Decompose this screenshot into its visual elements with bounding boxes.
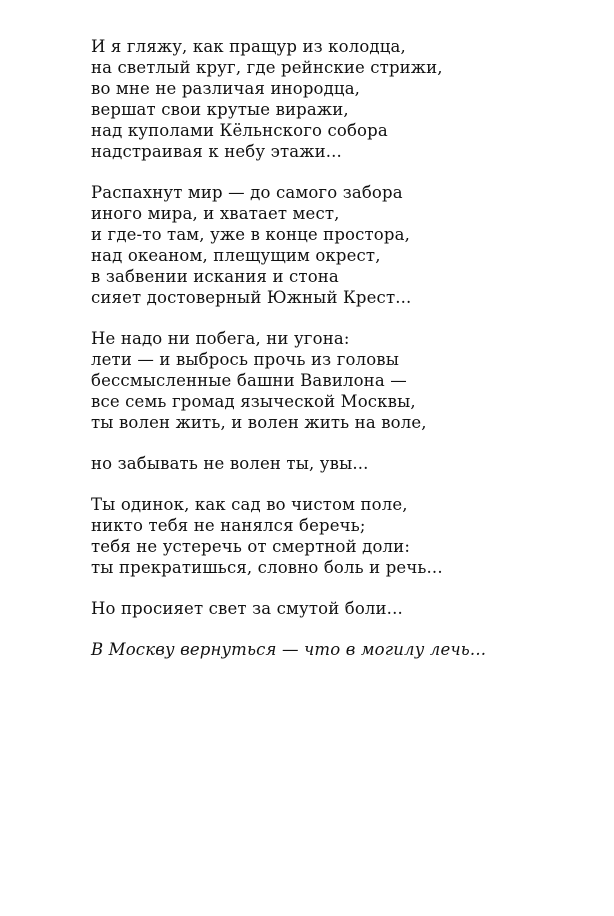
poem-line: ты прекратишься, словно боль и речь...	[91, 558, 443, 577]
poem-line: надстраивая к небу этажи...	[91, 142, 342, 161]
poem-line: все семь громад языческой Москвы,	[91, 392, 416, 411]
poem-line-italic: В Москву вернуться — что в могилу лечь...	[91, 640, 487, 659]
stanza-5	[91, 494, 601, 578]
poem-line: Но просияет свет за смутой боли...	[91, 599, 403, 618]
poem-line: иного мира, и хватает мест,	[91, 204, 340, 223]
poem-line: над куполами Кёльнского собора	[91, 121, 388, 140]
poem-line: ты волен жить, и волен жить на воле,	[91, 413, 427, 432]
poem-line: во мне не различая инородца,	[91, 79, 361, 98]
poem-line: никто тебя не нанялся беречь;	[91, 516, 366, 535]
poem-line: тебя не устеречь от смертной доли:	[91, 537, 411, 556]
poem-line: в забвении искания и стона	[91, 267, 339, 286]
poem-line: И я гляжу, как пращур из колодца,	[91, 37, 406, 56]
closing-line	[91, 639, 601, 660]
poem-line: сияет достоверный Южный Крест...	[91, 288, 412, 307]
stanza-4	[91, 453, 601, 474]
poem-line: Распахнут мир — до самого забора	[91, 183, 403, 202]
stanza-6	[91, 598, 601, 619]
stanza-1	[91, 36, 601, 162]
poem-line: Ты одинок, как сад во чистом поле,	[91, 495, 408, 514]
poem-line: Не надо ни побега, ни угона:	[91, 329, 350, 348]
poem-line: но забывать не волен ты, увы...	[91, 454, 369, 473]
poem-line: бессмысленные башни Вавилона —	[91, 371, 407, 390]
stanza-2	[91, 182, 601, 308]
poem-line: над океаном, плещущим окрест,	[91, 246, 381, 265]
poem-line: вершат свои крутые виражи,	[91, 100, 349, 119]
poem-line: и где-то там, уже в конце простора,	[91, 225, 410, 244]
poem-line: на светлый круг, где рейнские стрижи,	[91, 58, 443, 77]
poem-line: лети — и выбрось прочь из головы	[91, 350, 400, 369]
stanza-3	[91, 328, 601, 433]
poem-page	[91, 36, 601, 680]
